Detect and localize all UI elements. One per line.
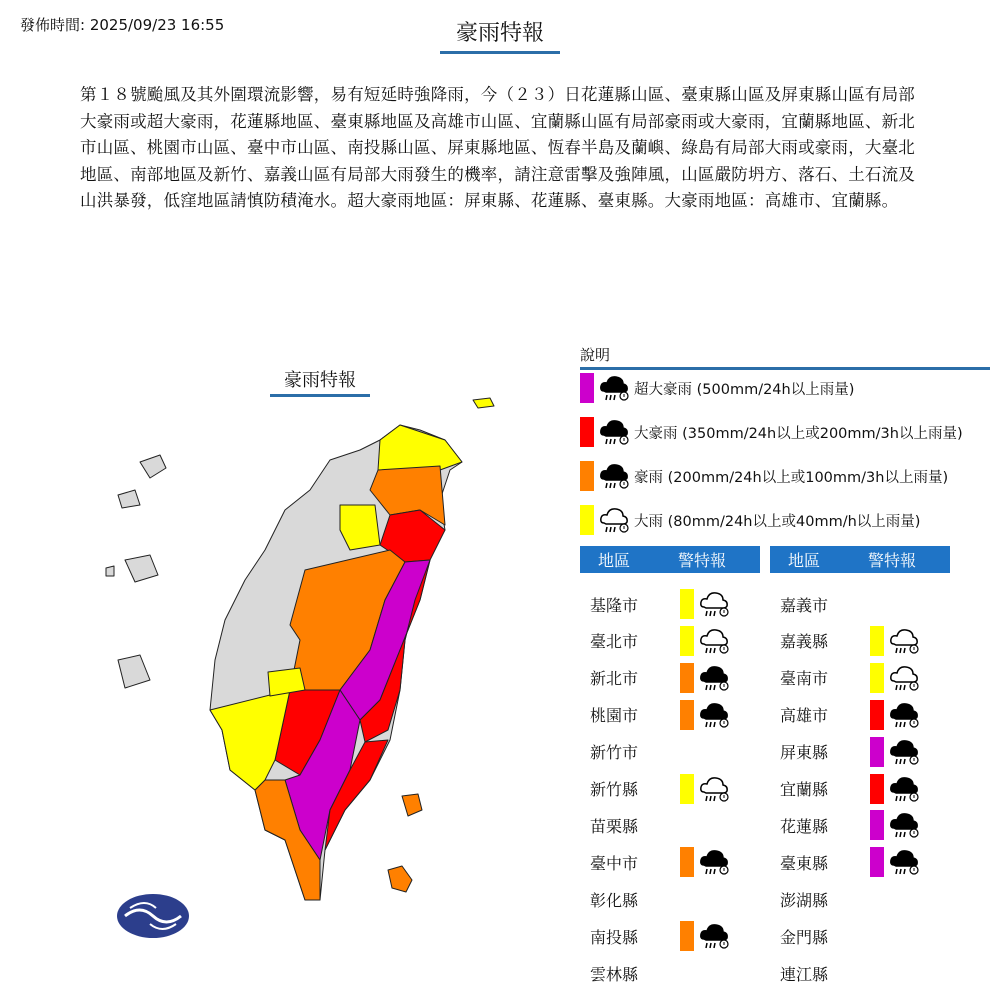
heavy-rain-cloud-icon [698, 663, 732, 693]
rain-cloud-outline-icon [888, 663, 922, 693]
table-row [780, 663, 924, 693]
heavy-rain-cloud-icon [888, 737, 922, 767]
warning-swatch [680, 626, 694, 656]
legend-item [580, 373, 854, 403]
warning-swatch [680, 663, 694, 693]
table-row [780, 884, 870, 914]
warning-swatch [870, 700, 884, 730]
table-row [780, 626, 924, 656]
region-name: 基隆市 [590, 595, 639, 615]
region-name: 苗栗縣 [590, 816, 639, 836]
col-region: 地區 [788, 551, 821, 570]
region-name: 連江縣 [780, 964, 829, 984]
region-name: 雲林縣 [590, 964, 639, 984]
legend-label: 大豪雨 (350mm/24h以上或200mm/3h以上雨量) [634, 425, 963, 442]
table-row [590, 663, 734, 693]
region-name: 臺北市 [590, 632, 639, 652]
legend-label: 超大豪雨 (500mm/24h以上雨量) [634, 381, 855, 398]
table-row [780, 810, 924, 840]
warning-swatch [870, 663, 884, 693]
region-name: 臺南市 [780, 669, 829, 689]
heavy-rain-cloud-icon [698, 847, 732, 877]
region-name: 高雄市 [780, 706, 829, 726]
map-island-green [388, 866, 412, 892]
warning-swatch [870, 810, 884, 840]
region-name: 臺中市 [590, 853, 639, 873]
region-name: 彰化縣 [590, 890, 639, 910]
table-header-left [580, 546, 760, 573]
warning-swatch [680, 589, 694, 619]
rain-cloud-outline-icon [598, 505, 632, 535]
publish-time: 發佈時間: 2025/09/23 16:55 [20, 16, 225, 34]
table-row [780, 700, 924, 730]
legend-title: 說明 [580, 344, 990, 370]
table-row [780, 774, 924, 804]
heavy-rain-cloud-icon [888, 810, 922, 840]
map-island-turtle [473, 398, 494, 408]
legend-swatch [580, 505, 594, 535]
rain-cloud-outline-icon [698, 626, 732, 656]
col-warning: 警特報 [868, 551, 917, 570]
table-row [780, 589, 870, 619]
warning-swatch [870, 847, 884, 877]
map-region-keelung-taipei [378, 425, 462, 472]
rain-cloud-outline-icon [698, 589, 732, 619]
warning-swatch [680, 774, 694, 804]
rain-cloud-outline-icon [698, 774, 732, 804]
heavy-rain-cloud-icon [698, 921, 732, 951]
heavy-rain-cloud-icon [598, 417, 632, 447]
legend-swatch [580, 373, 594, 403]
legend-item [580, 505, 920, 535]
table-row [590, 700, 734, 730]
region-name: 嘉義市 [780, 595, 829, 615]
region-name: 新竹市 [590, 743, 639, 763]
heavy-rain-cloud-icon [598, 461, 632, 491]
table-row [590, 774, 734, 804]
table-row [590, 626, 734, 656]
region-name: 嘉義縣 [780, 632, 829, 652]
heavy-rain-cloud-icon [888, 774, 922, 804]
map-island-penghu [106, 455, 166, 688]
table-row [590, 847, 734, 877]
table-row [780, 737, 924, 767]
warning-swatch [680, 847, 694, 877]
warning-swatch [680, 700, 694, 730]
table-row [590, 884, 680, 914]
region-name: 澎湖縣 [780, 890, 829, 910]
table-row [780, 958, 870, 988]
table-row [780, 847, 924, 877]
table-row [780, 921, 870, 951]
heavy-rain-cloud-icon [888, 700, 922, 730]
table-row [590, 810, 680, 840]
legend-swatch [580, 461, 594, 491]
region-name: 屏東縣 [780, 743, 829, 763]
region-name: 宜蘭縣 [780, 780, 829, 799]
region-name: 臺東縣 [780, 853, 829, 873]
warning-description: 第１８號颱風及其外圍環流影響，易有短延時強降雨，今（２３）日花蓮縣山區、臺東縣山區及屏東縣山區有局部大豪雨或超大豪雨，花蓮縣地區、臺東縣地區及高雄市山區、宜蘭縣山區有局部豪雨或大豪雨，宜蘭縣地區、新北市山區、桃園市山區、臺中市山區、南投縣山區、屏東縣地區、恆春半島及蘭嶼、綠島有局部大雨或豪雨，大臺北地區、南部地區及新竹、嘉義山區有局部大雨發生的機率，請注意雷擊及強陣風，山區嚴防坍方、落石、土石流及山洪暴發，低窪地區請慎防積淹水。超大豪雨地區：屏東縣、花蓮縣、臺東縣。大豪雨地區：高雄市、宜蘭縣。 [80, 85, 915, 210]
region-name: 桃園市 [590, 706, 639, 726]
cwa-logo [117, 894, 189, 938]
legend-label: 豪雨 (200mm/24h以上或100mm/3h以上雨量) [634, 469, 949, 486]
col-region: 地區 [598, 551, 631, 570]
warning-swatch [680, 921, 694, 951]
heavy-rain-cloud-icon [888, 847, 922, 877]
legend-swatch [580, 417, 594, 447]
warning-swatch [870, 774, 884, 804]
table-row [590, 589, 734, 619]
page-title: 豪雨特報 [440, 16, 560, 54]
legend-label: 大雨 (80mm/24h以上或40mm/h以上雨量) [634, 513, 921, 530]
table-row [590, 958, 680, 988]
rain-cloud-outline-icon [888, 626, 922, 656]
heavy-rain-cloud-icon [698, 700, 732, 730]
table-row [590, 737, 680, 767]
legend-item [580, 461, 948, 491]
region-name: 新北市 [590, 669, 639, 689]
warning-swatch [870, 737, 884, 767]
region-name: 新竹縣 [590, 780, 639, 799]
map-title: 豪雨特報 [270, 366, 370, 397]
region-name: 南投縣 [590, 927, 639, 947]
heavy-rain-cloud-icon [598, 373, 632, 403]
legend-item [580, 417, 963, 447]
table-row [590, 921, 734, 951]
table-header-right [770, 546, 950, 573]
warning-swatch [870, 626, 884, 656]
region-name: 金門縣 [780, 927, 829, 947]
col-warning: 警特報 [678, 551, 727, 570]
region-name: 花蓮縣 [780, 816, 829, 836]
map-island-orchid [402, 794, 422, 816]
